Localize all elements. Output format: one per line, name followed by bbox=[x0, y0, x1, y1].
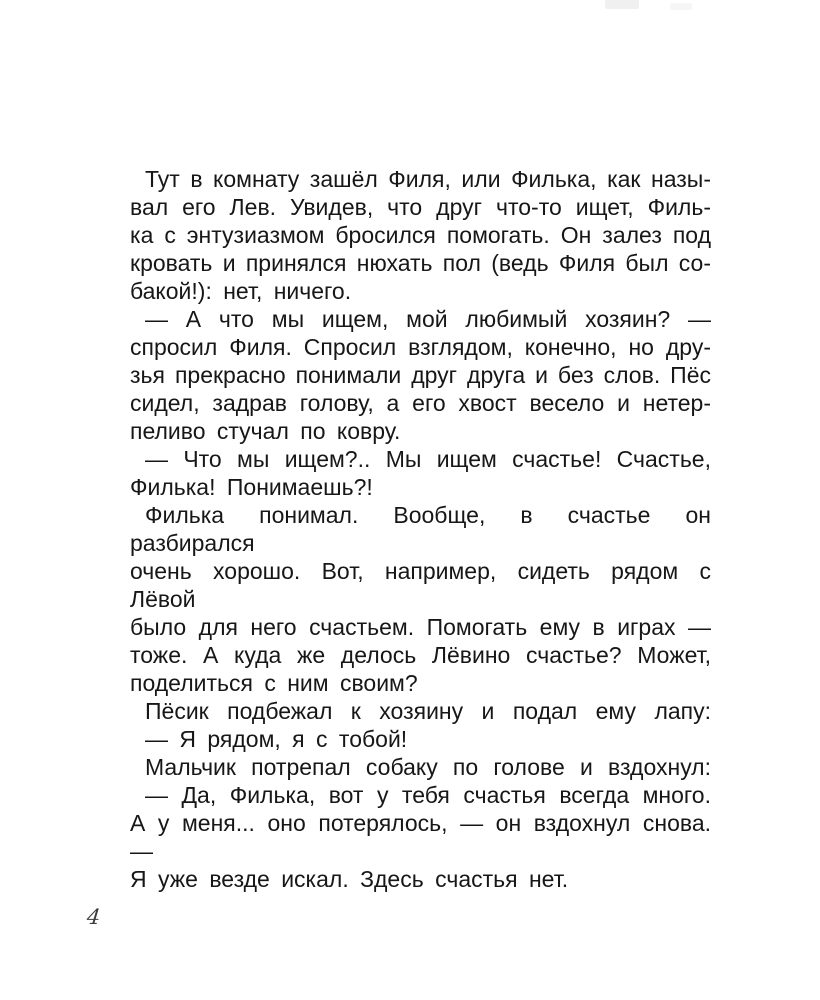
text-line: ка с энтузиазмом бросился помогать. Он залез под bbox=[130, 222, 711, 248]
text-line: поделиться с ним своим? bbox=[130, 670, 418, 696]
page-number: 4 bbox=[85, 905, 102, 929]
scan-artifact bbox=[670, 3, 692, 10]
text-line: — Что мы ищем?.. Мы ищем счастье! Счастье, bbox=[145, 446, 711, 472]
text-line: сидел, задрав голову, а его хвост весело и нетер- bbox=[130, 390, 711, 416]
text-line: А у меня... оно потерялось, — он вздохнул снова. — bbox=[130, 810, 711, 864]
text-line: — А что мы ищем, мой любимый хозяин? — bbox=[145, 306, 711, 332]
text-line: зья прекрасно понимали друг друга и без слов. Пёс bbox=[130, 362, 711, 388]
text-line: Я уже везде искал. Здесь счастья нет. bbox=[130, 866, 569, 892]
text-line: вал его Лев. Увидев, что друг что-то ищет, Филь- bbox=[130, 194, 711, 220]
text-line: Тут в комнату зашёл Филя, или Филька, как назы- bbox=[145, 166, 711, 192]
text-line: спросил Филя. Спросил взглядом, конечно, но дру- bbox=[130, 334, 711, 360]
text-line: — Я рядом, я с тобой! bbox=[145, 726, 408, 752]
text-line: Мальчик потрепал собаку по голове и вздохнул: bbox=[145, 754, 711, 780]
text-line: кровать и принялся нюхать пол (ведь Филя был со- bbox=[130, 250, 711, 276]
text-line: очень хорошо. Вот, например, сидеть рядом с Лёвой bbox=[130, 558, 711, 612]
text-line: Пёсик подбежал к хозяину и подал ему лапу: bbox=[145, 698, 711, 724]
text-line: тоже. А куда же делось Лёвино счастье? Может, bbox=[130, 642, 711, 668]
text-line: было для него счастьем. Помогать ему в играх — bbox=[130, 614, 711, 640]
text-line: Филька понимал. Вообще, в счастье он разбирался bbox=[130, 502, 711, 556]
scan-artifact bbox=[605, 0, 639, 9]
text-line: пеливо стучал по ковру. bbox=[130, 418, 401, 444]
text-line: бакой!): нет, ничего. bbox=[130, 278, 352, 304]
text-line: Филька! Понимаешь?! bbox=[130, 474, 373, 500]
text-line: — Да, Филька, вот у тебя счастья всегда много. bbox=[145, 782, 711, 808]
story-text bbox=[130, 165, 711, 893]
